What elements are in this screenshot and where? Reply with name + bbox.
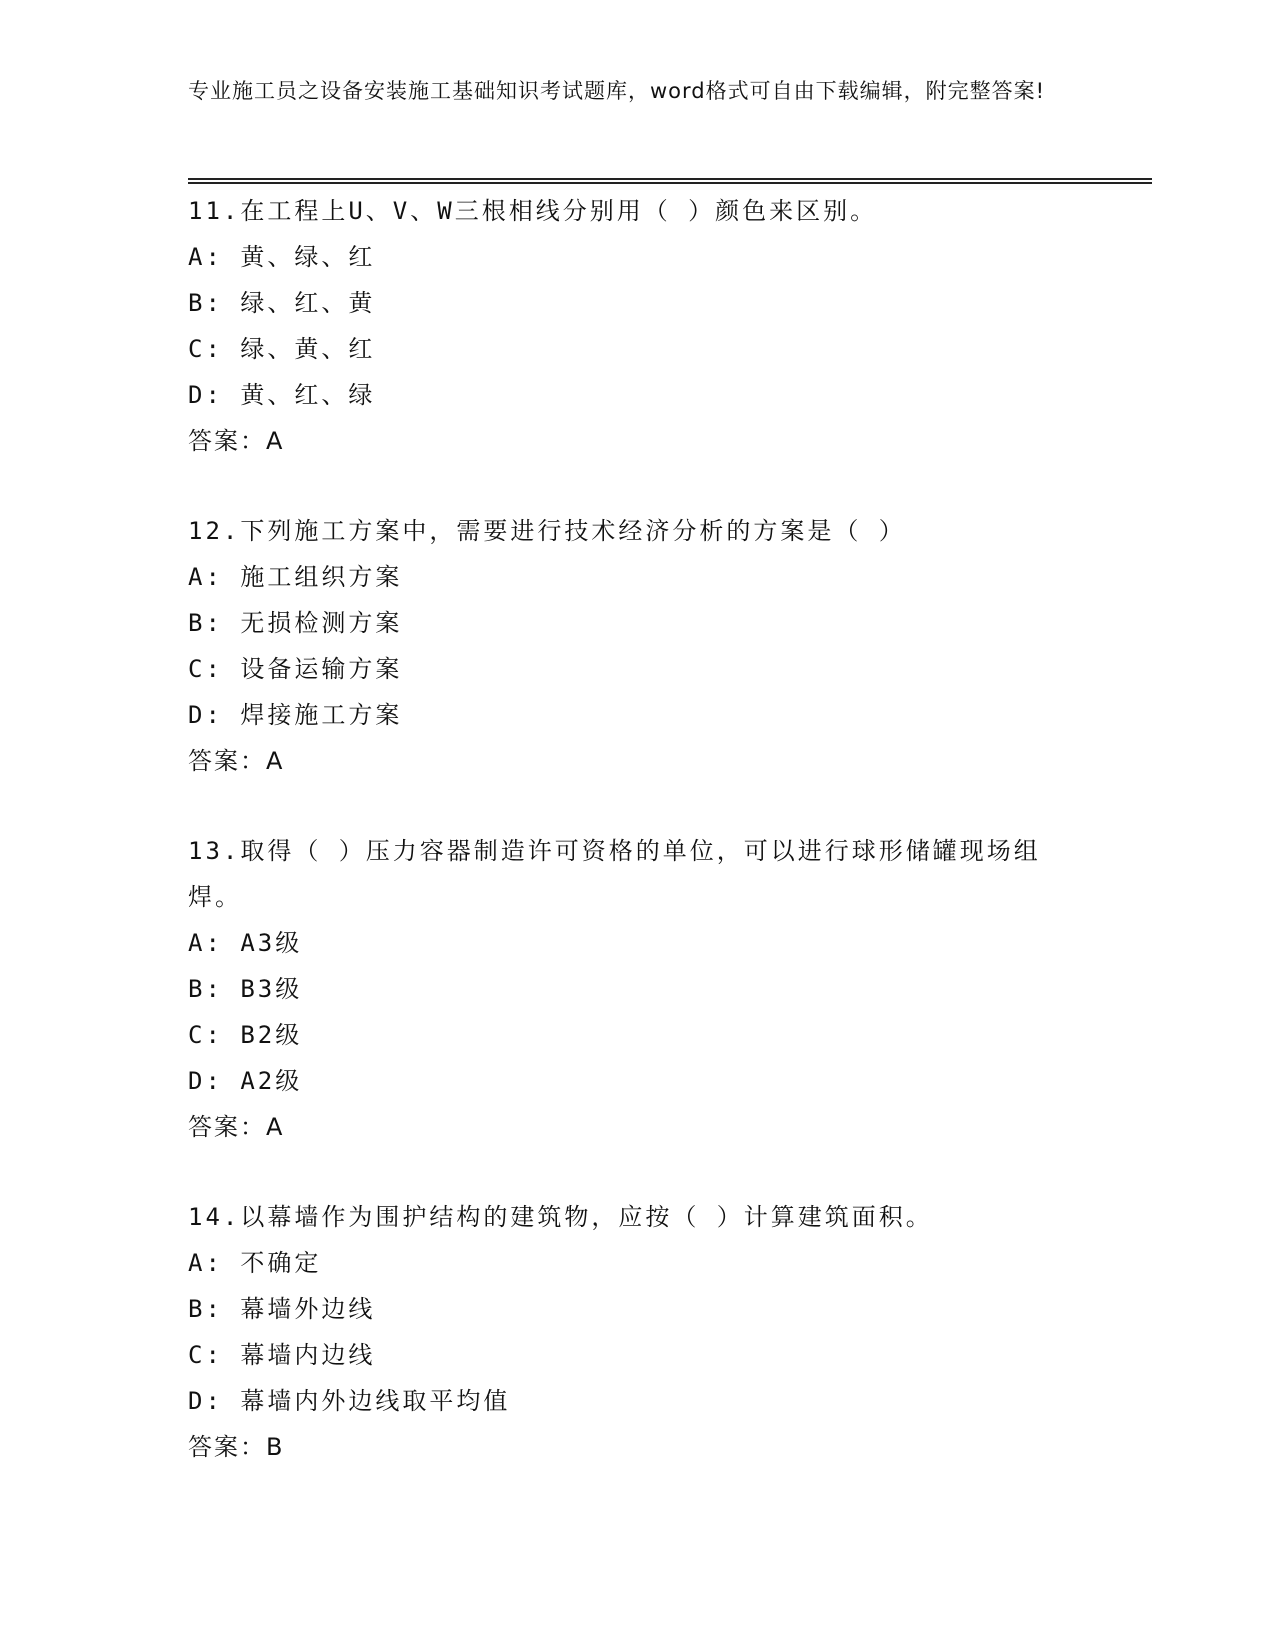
answer-line: 答案：A [188, 427, 285, 455]
question-stem: 12.下列施工方案中，需要进行技术经济分析的方案是（ ） [188, 517, 906, 545]
question-item [188, 1194, 1088, 1470]
option-a: A: A3级 [188, 929, 303, 957]
question-item [188, 508, 1088, 784]
question-item [188, 828, 1088, 1150]
document-intro: 专业施工员之设备安装施工基础知识考试题库，word格式可自由下载编辑，附完整答案! [188, 79, 1046, 103]
option-a: A: 不确定 [188, 1249, 322, 1277]
option-d: D: 黄、红、绿 [188, 381, 376, 409]
option-d: D: 幕墙内外边线取平均值 [188, 1387, 511, 1415]
option-b: B: 幕墙外边线 [188, 1295, 376, 1323]
option-c: C: B2级 [188, 1021, 303, 1049]
option-b: B: 绿、红、黄 [188, 289, 376, 317]
option-c: C: 设备运输方案 [188, 655, 403, 683]
option-a: A: 黄、绿、红 [188, 243, 376, 271]
option-d: D: 焊接施工方案 [188, 701, 403, 729]
option-c: C: 幕墙内边线 [188, 1341, 376, 1369]
question-item [188, 188, 1088, 464]
answer-line: 答案：B [188, 1433, 285, 1461]
header-divider-top [188, 178, 1152, 180]
question-stem: 14.以幕墙作为围护结构的建筑物，应按（ ）计算建筑面积。 [188, 1203, 933, 1231]
question-list [188, 188, 1088, 1514]
question-stem: 13.取得（ ）压力容器制造许可资格的单位，可以进行球形储罐现场组焊。 [188, 837, 1041, 911]
answer-line: 答案：A [188, 1113, 285, 1141]
option-a: A: 施工组织方案 [188, 563, 403, 591]
option-b: B: B3级 [188, 975, 303, 1003]
option-d: D: A2级 [188, 1067, 303, 1095]
question-stem: 11.在工程上U、V、W三根相线分别用（ ）颜色来区别。 [188, 197, 878, 225]
option-c: C: 绿、黄、红 [188, 335, 376, 363]
option-b: B: 无损检测方案 [188, 609, 403, 637]
answer-line: 答案：A [188, 747, 285, 775]
header-divider-bottom [188, 182, 1152, 184]
